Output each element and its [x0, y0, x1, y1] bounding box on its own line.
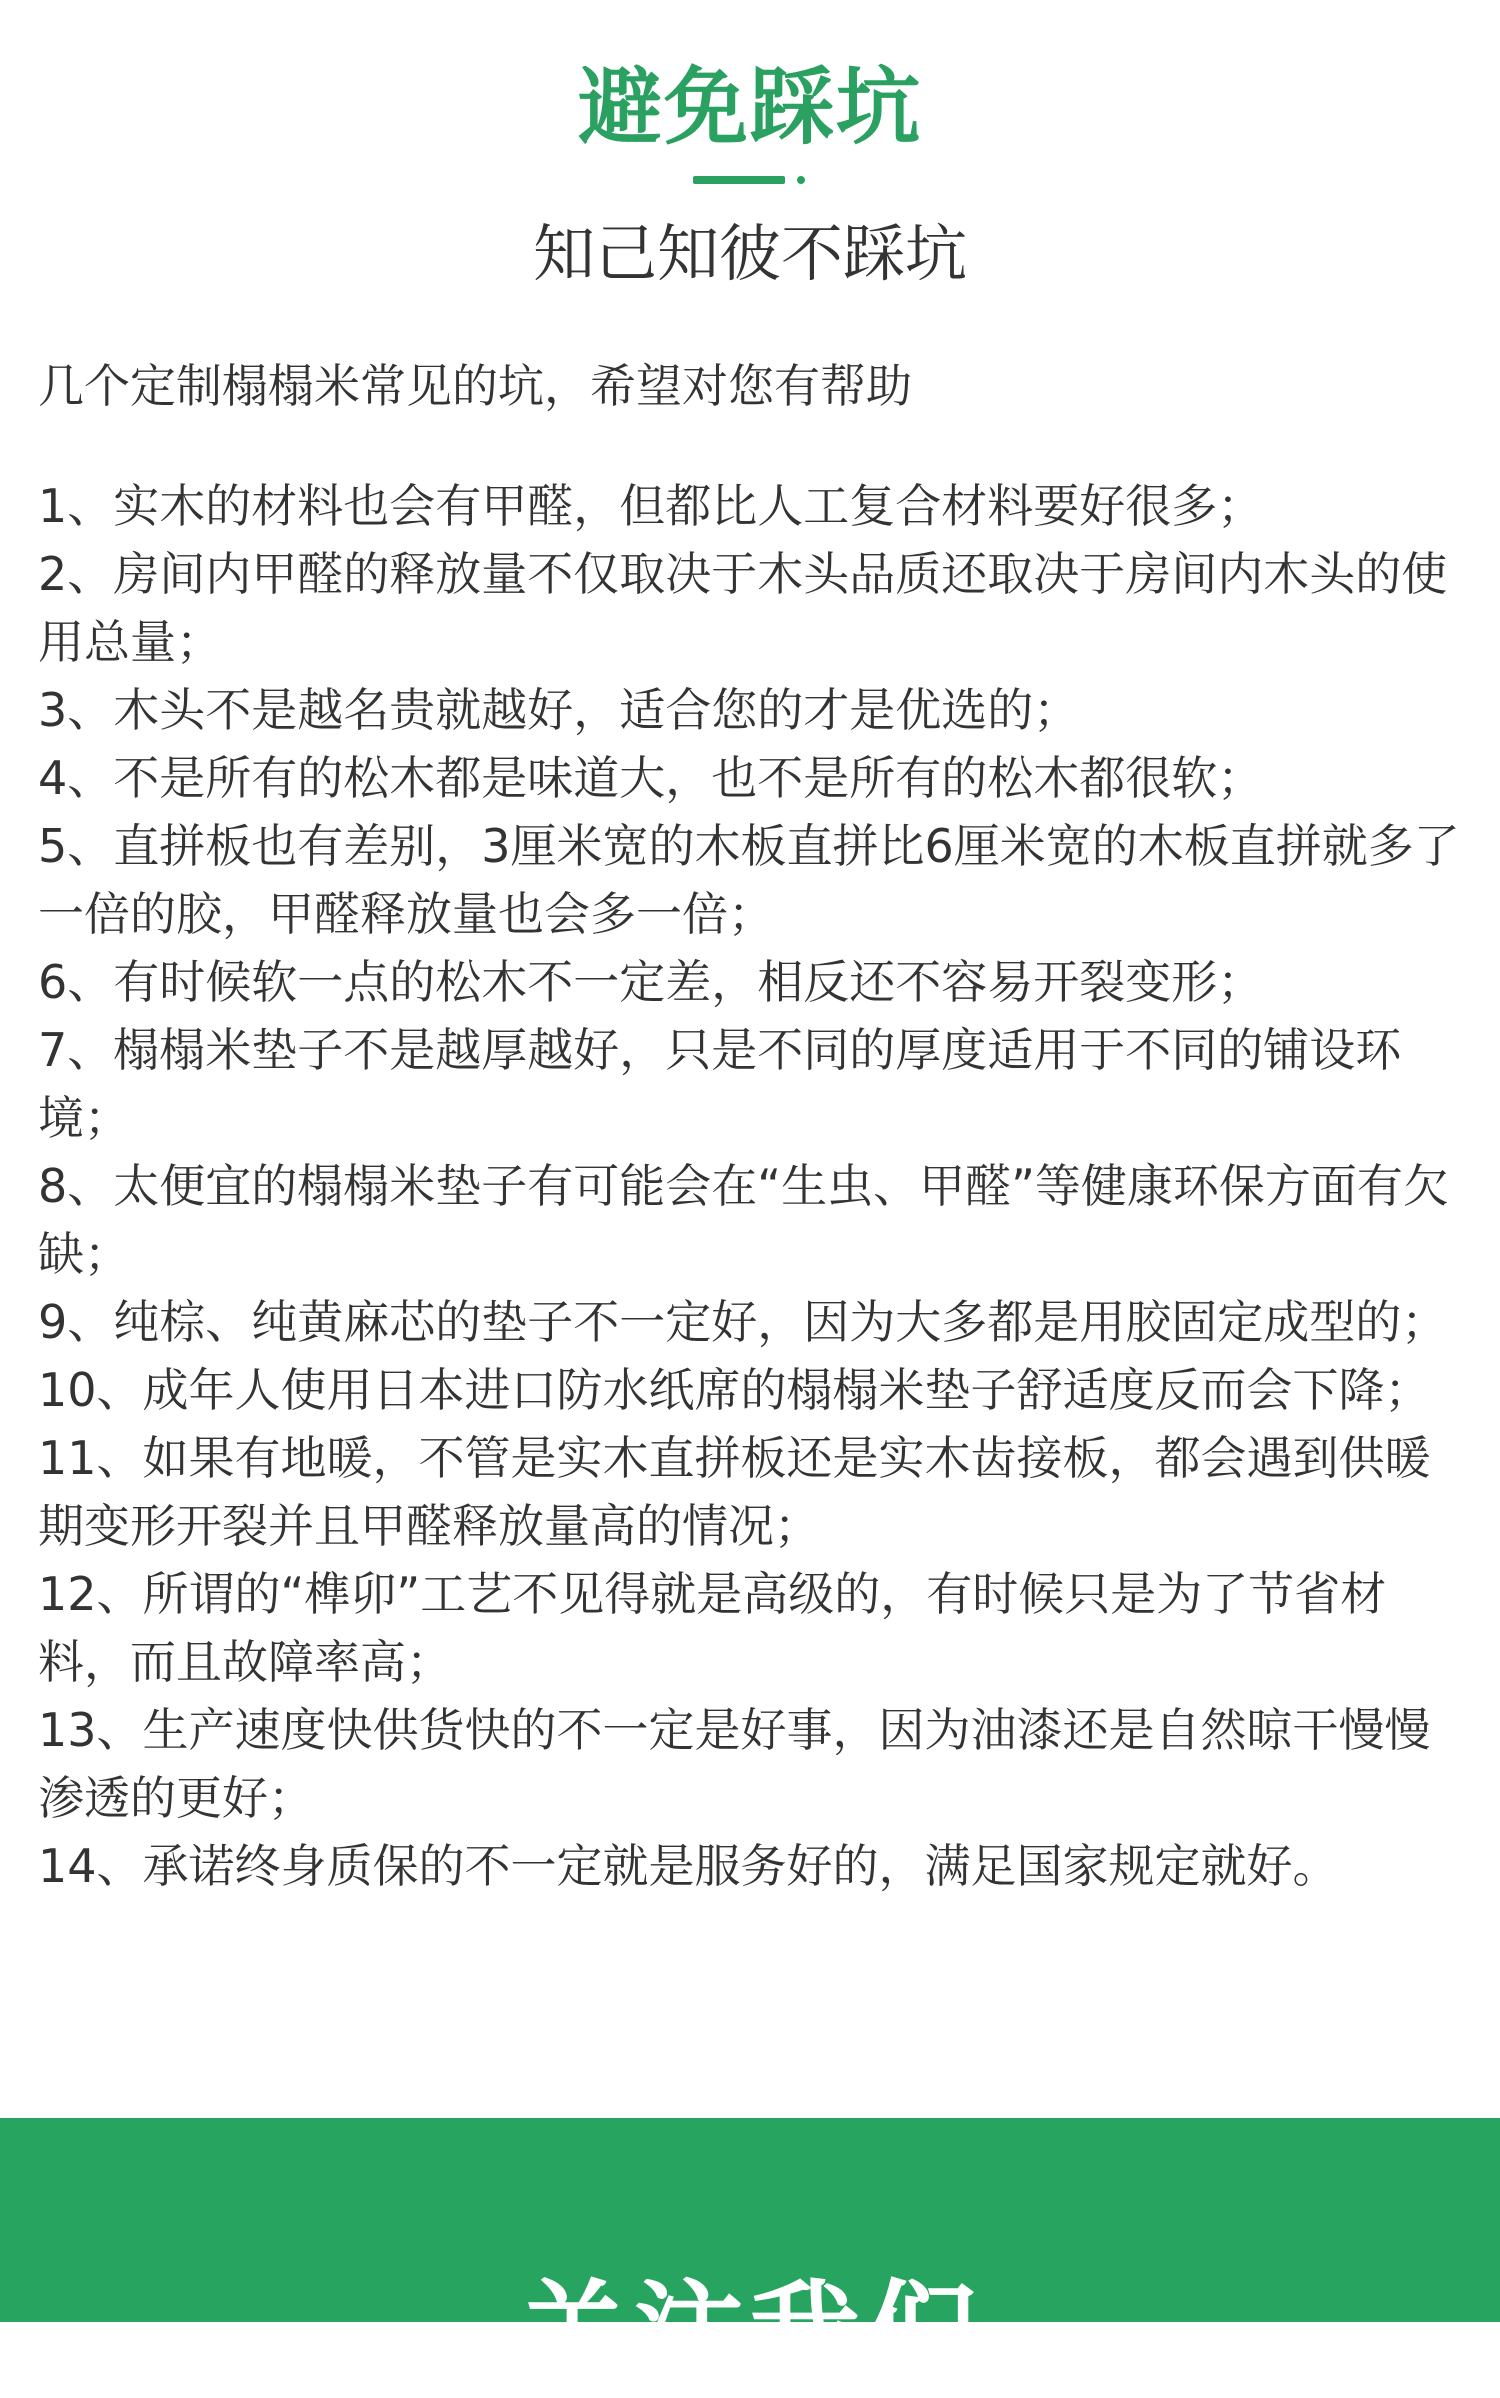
tip-item: 5、直拼板也有差别，3厘米宽的木板直拼比6厘米宽的木板直拼就多了一倍的胶，甲醛释放量也会多一倍；: [38, 819, 1460, 941]
tip-item: 7、榻榻米垫子不是越厚越好，只是不同的厚度适用于不同的铺设环境；: [38, 1023, 1402, 1145]
tip-item: 6、有时候软一点的松木不一定差，相反还不容易开裂变形；: [38, 955, 1264, 1009]
divider-dot: [797, 176, 805, 184]
tip-item: 11、如果有地暖，不管是实木直拼板还是实木齿接板，都会遇到供暖期变形开裂并且甲醛释放量高的情况；: [38, 1431, 1431, 1553]
tip-item: 4、不是所有的松木都是味道大，也不是所有的松木都很软；: [38, 751, 1264, 805]
footer-title: 关注我们: [518, 2269, 982, 2397]
tip-item: 12、所谓的“榫卯”工艺不见得就是高级的，有时候只是为了节省材料，而且故障率高；: [38, 1567, 1387, 1689]
title-divider: [693, 176, 807, 185]
section-title: 避免踩坑: [577, 58, 922, 156]
tip-item: 9、纯棕、纯黄麻芯的垫子不一定好，因为大多都是用胶固定成型的；: [38, 1295, 1448, 1349]
footer-band: [0, 2118, 1500, 2397]
tip-item: 14、承诺终身质保的不一定就是服务好的，满足国家规定就好。: [38, 1839, 1339, 1893]
intro-text: 几个定制榻榻米常见的坑，希望对您有帮助: [38, 359, 912, 413]
tip-item: 10、成年人使用日本进口防水纸席的榻榻米垫子舒适度反而会下降；: [38, 1363, 1431, 1417]
section-subtitle: 知己知彼不踩坑: [532, 217, 967, 290]
tip-item: 13、生产速度快供货快的不一定是好事，因为油漆还是自然晾干慢慢渗透的更好；: [38, 1703, 1431, 1825]
tip-item: 3、木头不是越名贵就越好，适合您的才是优选的；: [38, 683, 1080, 737]
tip-item: 2、房间内甲醛的释放量不仅取决于木头品质还取决于房间内木头的使用总量；: [38, 547, 1448, 669]
divider-bar: [693, 176, 785, 184]
tip-item: 8、太便宜的榻榻米垫子有可能会在“生虫、甲醛”等健康环保方面有欠缺；: [38, 1159, 1449, 1281]
tip-item: 1、实木的材料也会有甲醛，但都比人工复合材料要好很多；: [38, 479, 1264, 533]
tips-list: [38, 472, 1468, 1900]
